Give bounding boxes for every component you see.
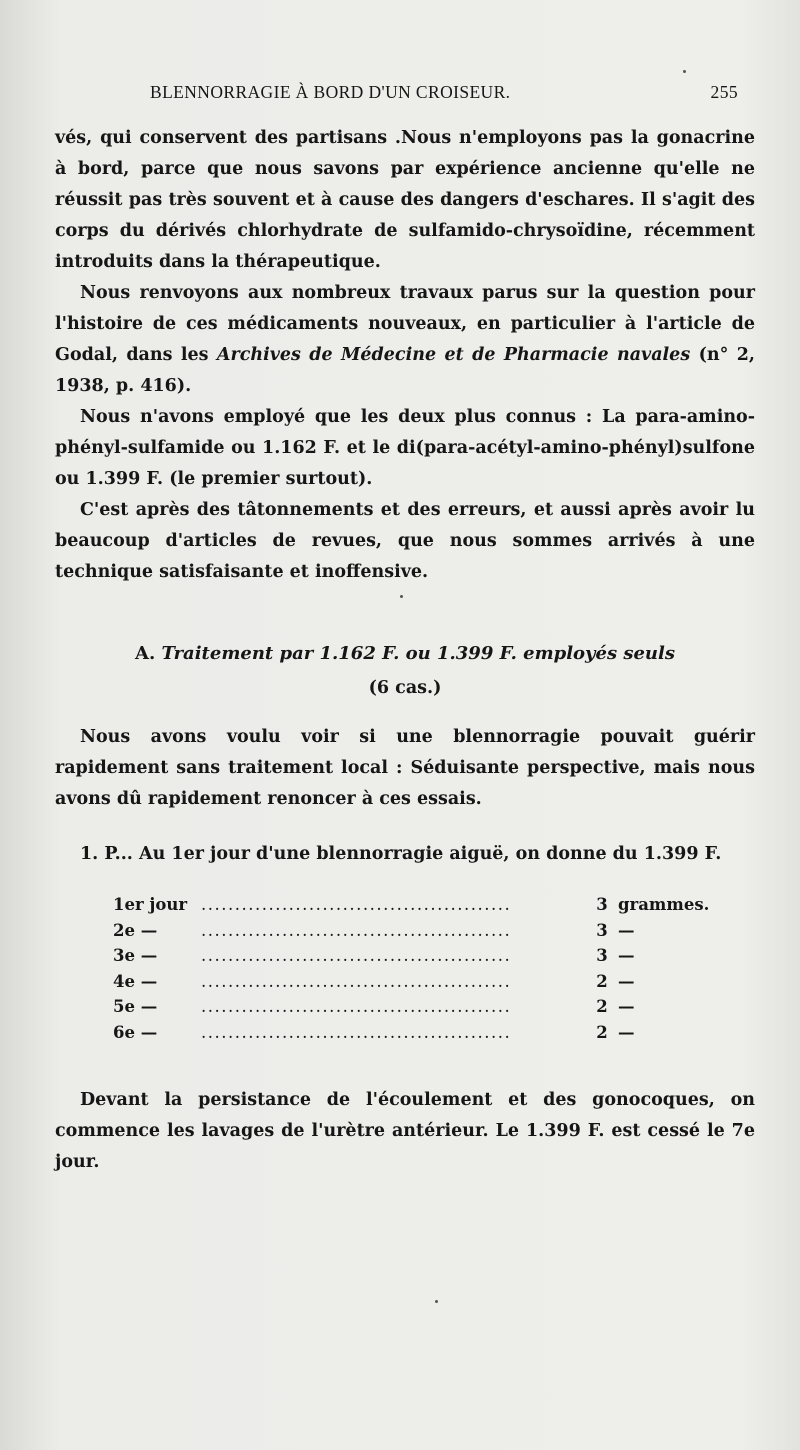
section-heading-line <box>55 638 755 669</box>
print-speck <box>400 595 403 598</box>
dosage-amount: 2 <box>596 971 608 991</box>
section-heading-prefix: A. <box>134 643 162 664</box>
running-header <box>150 82 738 112</box>
section-heading-sub: (6 cas.) <box>368 678 442 698</box>
dosage-day: 6e — <box>113 1022 158 1042</box>
dosage-unit: — <box>618 971 635 991</box>
running-title: BLENNORRAGIE À BORD D'UN CROISEUR. <box>150 82 511 102</box>
dosage-row <box>113 892 733 918</box>
dosage-unit: grammes. <box>618 895 710 914</box>
dosage-row <box>113 943 733 969</box>
dosage-unit: — <box>618 920 635 940</box>
dosage-amount: 3 <box>596 946 608 965</box>
dosage-day: 3e — <box>113 946 158 965</box>
section-heading <box>55 638 755 704</box>
dosage-row <box>113 1020 733 1046</box>
dot-leader: .............................................. <box>201 946 512 965</box>
dosage-row <box>113 994 733 1020</box>
dosage-day: 1er jour <box>113 895 188 914</box>
dosage-row <box>113 969 733 995</box>
journal-title: Archives de Médecine et de Pharmacie navales <box>216 345 691 365</box>
print-speck <box>683 70 686 73</box>
paragraph-drugs: Nous n'avons employé que les deux plus connus : La para-amino-phényl-sulfamide ou 1.162 F. et le di(para-acétyl-amino-phényl)sulfone ou 1.399 F. (le premier surtout). <box>55 407 755 489</box>
dosage-day: 5e — <box>113 997 158 1016</box>
paragraph-case-1: 1. P... Au 1er jour d'une blennorragie aiguë, on donne du 1.399 F. <box>80 844 722 864</box>
paragraph-references-citation: (n° 2, 1938, p. 416). <box>55 345 755 396</box>
dot-leader: .............................................. <box>201 1022 512 1042</box>
dot-leader: .............................................. <box>201 895 512 914</box>
paragraph-references <box>55 278 755 402</box>
dosage-table <box>113 892 733 1045</box>
dosage-amount: 3 <box>596 895 608 914</box>
dosage-unit: — <box>618 946 635 965</box>
page-number: 255 <box>710 82 738 102</box>
dot-leader: .............................................. <box>201 997 512 1016</box>
dosage-day: 4e — <box>113 971 158 991</box>
print-speck <box>435 1300 438 1303</box>
paragraph-persistence: Devant la persistance de l'écoulement et des gonocoques, on commence les lavages de l'urètre antérieur. Le 1.399 F. est cessé le 7e jour. <box>55 1090 755 1172</box>
dot-leader: .............................................. <box>201 971 512 991</box>
dosage-amount: 3 <box>596 920 608 940</box>
paragraph-trial: Nous avons voulu voir si une blennorragie pouvait guérir rapidement sans traitement local : Séduisante perspective, mais nous avons dû rapidement renoncer à ces essais. <box>55 727 755 809</box>
body-text <box>55 123 755 1178</box>
dosage-unit: — <box>618 997 635 1016</box>
dosage-amount: 2 <box>596 1022 608 1042</box>
dosage-unit: — <box>618 1022 635 1042</box>
section-heading-title: Traitement par 1.162 F. ou 1.399 F. employés seuls <box>161 643 675 664</box>
dosage-day: 2e — <box>113 920 158 940</box>
dot-leader: .............................................. <box>201 920 512 940</box>
paragraph-continuation: vés, qui conservent des partisans .Nous n'employons pas la gonacrine à bord, parce que nous savons par expérience ancienne qu'elle ne réussit pas très souvent et à cause des dangers d'eschares. Il s'agit des corps du dérivés chlorhydrate de sulfamido-chrysoïdine, récemment introduits dans la thérapeutique. <box>55 128 755 272</box>
paragraph-references-text: Nous renvoyons aux nombreux travaux parus sur la question pour l'histoire de ces médicaments nouveaux, en particulier à l'article de Godal, dans les <box>55 283 755 365</box>
dosage-row <box>113 918 733 944</box>
dosage-amount: 2 <box>596 997 608 1016</box>
paragraph-technique: C'est après des tâtonnements et des erreurs, et aussi après avoir lu beaucoup d'articles de revues, que nous sommes arrivés à une technique satisfaisante et inoffensive. <box>55 500 755 582</box>
